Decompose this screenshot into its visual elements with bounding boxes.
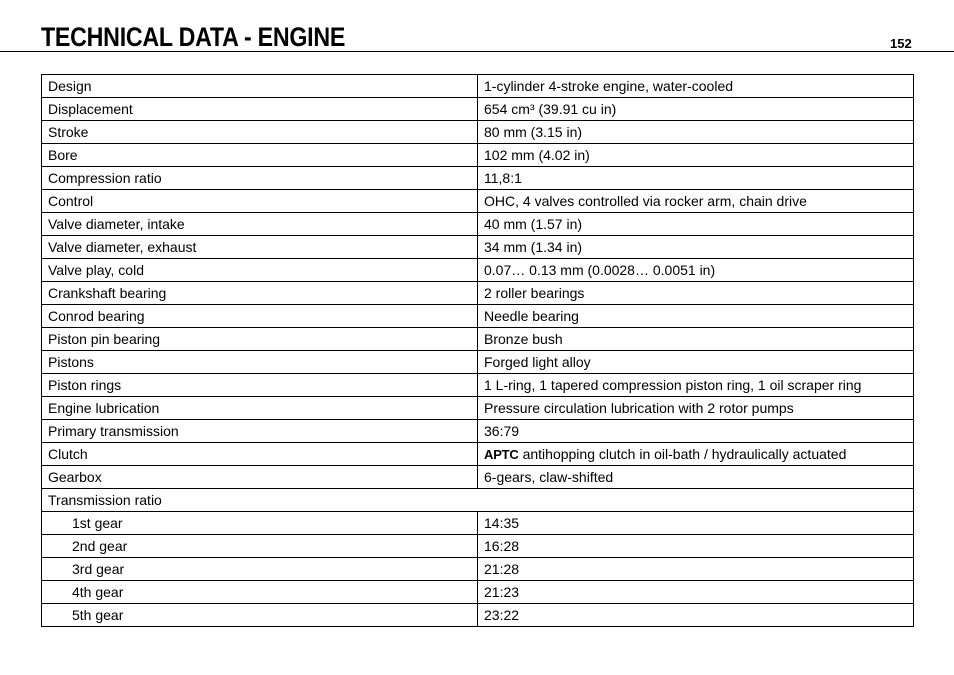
spec-value: 34 mm (1.34 in): [478, 236, 914, 259]
gear-ratio: 16:28: [478, 535, 914, 558]
clutch-description: antihopping clutch in oil-bath / hydraulically actuated: [522, 445, 847, 462]
spec-value: Needle bearing: [478, 305, 914, 328]
table-row: [42, 282, 914, 305]
spec-value: 102 mm (4.02 in): [478, 144, 914, 167]
transmission-header-row: [42, 489, 914, 512]
spec-value: 1 L-ring, 1 tapered compression piston ring, 1 oil scraper ring: [478, 374, 914, 397]
gear-label: 3rd gear: [42, 558, 478, 581]
spec-label: Pistons: [42, 351, 478, 374]
table-row: [42, 236, 914, 259]
gear-label: 5th gear: [42, 604, 478, 627]
page-title: TECHNICAL DATA - ENGINE: [41, 22, 346, 52]
spec-value: 2 roller bearings: [478, 282, 914, 305]
gear-label: 4th gear: [42, 581, 478, 604]
spec-value: [478, 443, 914, 466]
gear-label: 2nd gear: [42, 535, 478, 558]
spec-label: Bore: [42, 144, 478, 167]
spec-value: 1-cylinder 4-stroke engine, water-cooled: [478, 75, 914, 98]
spec-value: 0.07… 0.13 mm (0.0028… 0.0051 in): [478, 259, 914, 282]
spec-label: Clutch: [42, 443, 478, 466]
spec-value: 40 mm (1.57 in): [478, 213, 914, 236]
spec-label: Design: [42, 75, 478, 98]
spec-label: Primary transmission: [42, 420, 478, 443]
table-row: [42, 351, 914, 374]
table-row: [42, 213, 914, 236]
spec-value: 80 mm (3.15 in): [478, 121, 914, 144]
gear-row: [42, 512, 914, 535]
spec-label: Engine lubrication: [42, 397, 478, 420]
spec-label: Valve play, cold: [42, 259, 478, 282]
spec-value: OHC, 4 valves controlled via rocker arm, chain drive: [478, 190, 914, 213]
table-row: [42, 167, 914, 190]
gear-row: [42, 535, 914, 558]
spec-label: Displacement: [42, 98, 478, 121]
spec-value: Bronze bush: [478, 328, 914, 351]
gear-row: [42, 581, 914, 604]
spec-label: Gearbox: [42, 466, 478, 489]
table-row: [42, 328, 914, 351]
gear-row: [42, 604, 914, 627]
table-row: [42, 374, 914, 397]
spec-value: 654 cm³ (39.91 cu in): [478, 98, 914, 121]
spec-label: Valve diameter, exhaust: [42, 236, 478, 259]
page-header: [0, 0, 954, 52]
table-row: [42, 420, 914, 443]
table-row: [42, 98, 914, 121]
gear-ratio: 14:35: [478, 512, 914, 535]
spec-value: Pressure circulation lubrication with 2 rotor pumps: [478, 397, 914, 420]
spec-label: Compression ratio: [42, 167, 478, 190]
table-row: [42, 144, 914, 167]
spec-label: Piston rings: [42, 374, 478, 397]
spec-value: 36:79: [478, 420, 914, 443]
spec-value: 6-gears, claw-shifted: [478, 466, 914, 489]
table-row: [42, 305, 914, 328]
table-row: [42, 443, 914, 466]
table-row: [42, 259, 914, 282]
spec-value: 11,8:1: [478, 167, 914, 190]
spec-label: Stroke: [42, 121, 478, 144]
aptc-brand-mark: APTC: [484, 446, 519, 462]
page-number: 152: [890, 36, 912, 51]
spec-value: Forged light alloy: [478, 351, 914, 374]
gear-label: 1st gear: [42, 512, 478, 535]
engine-spec-table: [41, 74, 914, 627]
gear-ratio: 21:23: [478, 581, 914, 604]
spec-label: Conrod bearing: [42, 305, 478, 328]
table-row: [42, 121, 914, 144]
table-row: [42, 466, 914, 489]
gear-row: [42, 558, 914, 581]
transmission-ratio-label: Transmission ratio: [42, 489, 914, 512]
table-row: [42, 75, 914, 98]
spec-label: Piston pin bearing: [42, 328, 478, 351]
table-row: [42, 397, 914, 420]
spec-label: Valve diameter, intake: [42, 213, 478, 236]
spec-label: Crankshaft bearing: [42, 282, 478, 305]
spec-label: Control: [42, 190, 478, 213]
gear-ratio: 21:28: [478, 558, 914, 581]
table-row: [42, 190, 914, 213]
gear-ratio: 23:22: [478, 604, 914, 627]
